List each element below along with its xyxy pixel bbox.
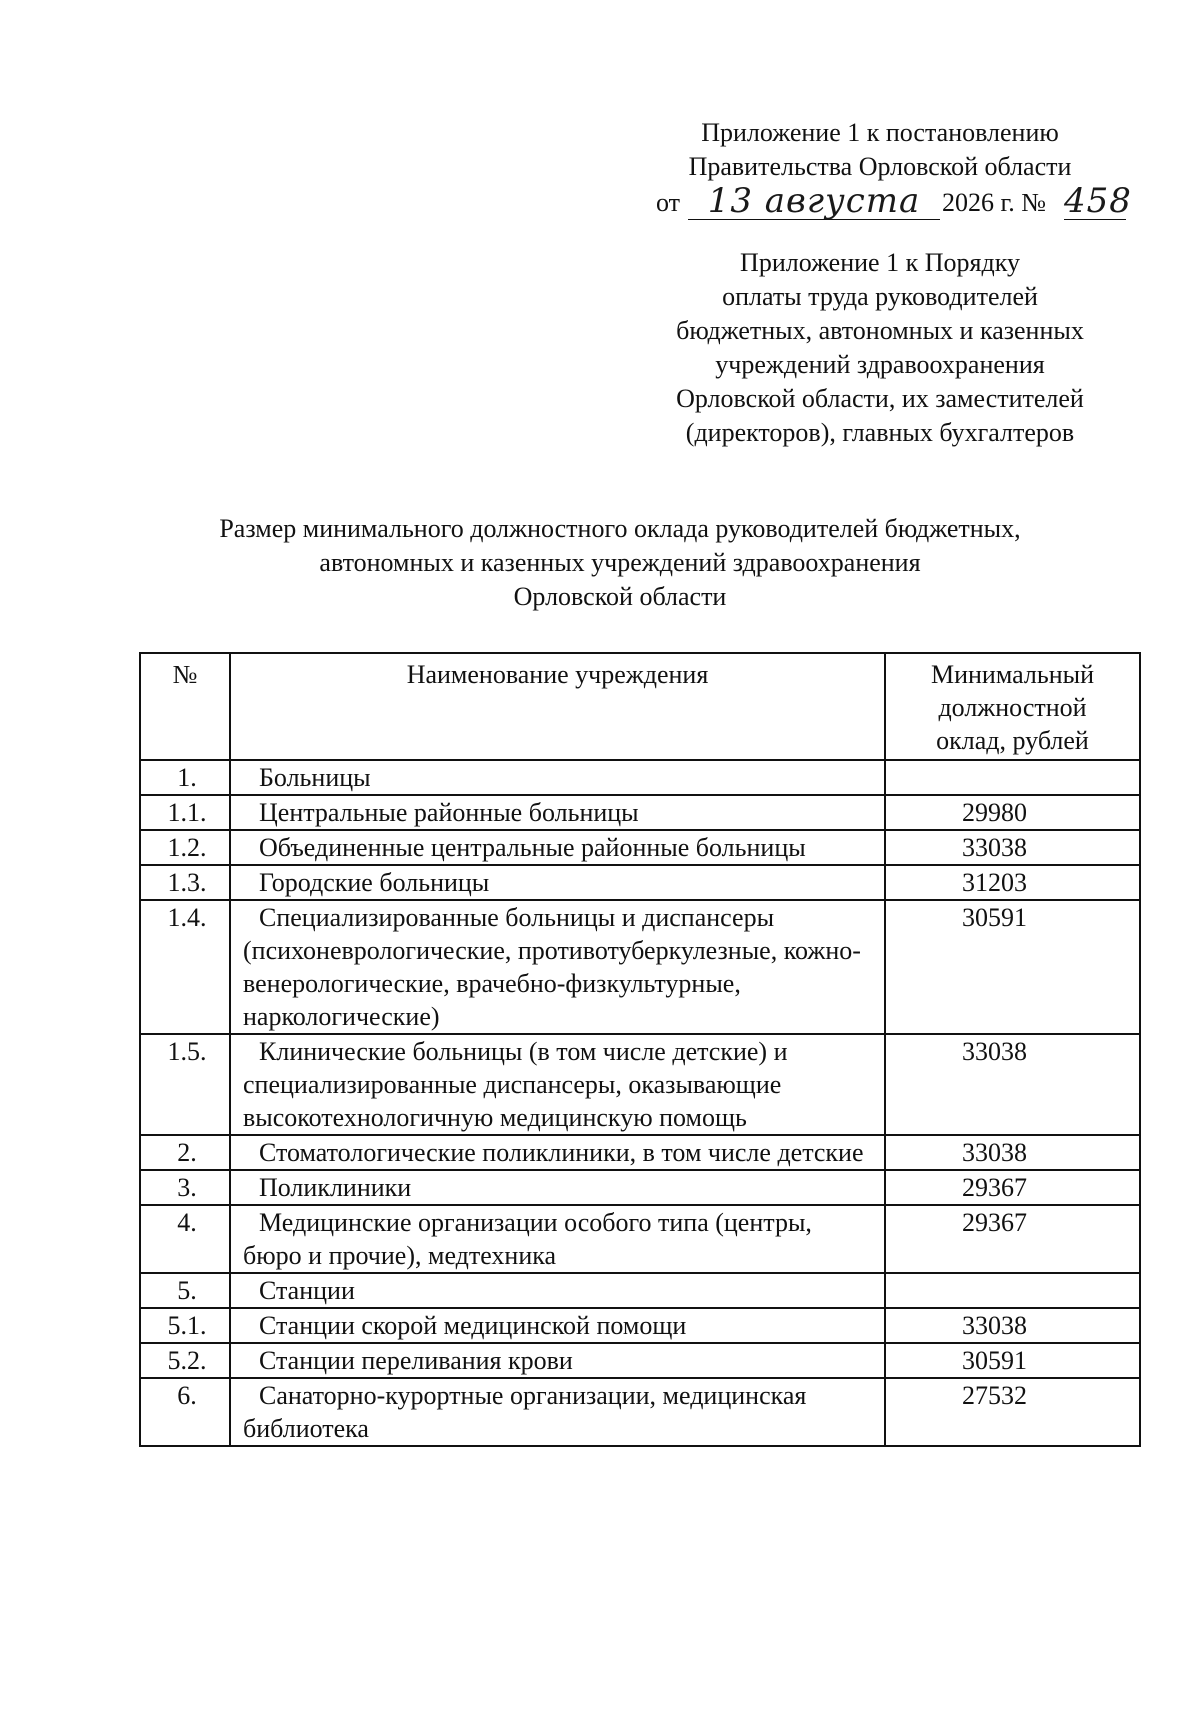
row-institution-name: Клинические больницы (в том числе детские) и специализированные диспансеры, оказывающие высокотехнологичную медицинскую помощь bbox=[230, 1034, 885, 1135]
row-institution-name: Станции переливания крови bbox=[230, 1343, 885, 1378]
appendix-order-line: (директоров), главных бухгалтеров bbox=[685, 418, 1075, 447]
row-number: 5.2. bbox=[140, 1343, 230, 1378]
row-number: 1.1. bbox=[140, 795, 230, 830]
table-row bbox=[140, 1170, 1140, 1205]
row-number: 2. bbox=[140, 1135, 230, 1170]
row-number: 6. bbox=[140, 1378, 230, 1446]
row-institution-name: Станции bbox=[230, 1273, 885, 1308]
row-min-salary: 27532 bbox=[885, 1378, 1140, 1446]
appendix-decree-line1: Приложение 1 к постановлению bbox=[701, 118, 1059, 147]
table-row bbox=[140, 900, 1140, 1034]
header-min-salary: Минимальный должностной оклад, рублей bbox=[885, 653, 1140, 760]
row-min-salary: 29980 bbox=[885, 795, 1140, 830]
table-row bbox=[140, 1378, 1140, 1446]
row-number: 1.3. bbox=[140, 865, 230, 900]
row-institution-name: Центральные районные больницы bbox=[230, 795, 885, 830]
row-min-salary: 33038 bbox=[885, 830, 1140, 865]
row-institution-name: Объединенные центральные районные больницы bbox=[230, 830, 885, 865]
table-body bbox=[140, 760, 1140, 1446]
row-number: 1. bbox=[140, 760, 230, 795]
table-row bbox=[140, 1135, 1140, 1170]
table-row bbox=[140, 1343, 1140, 1378]
header-institution-name: Наименование учреждения bbox=[230, 653, 885, 760]
row-min-salary: 33038 bbox=[885, 1135, 1140, 1170]
table-header-row bbox=[140, 653, 1140, 760]
row-institution-name: Станции скорой медицинской помощи bbox=[230, 1308, 885, 1343]
appendix-order-line: бюджетных, автономных и казенных bbox=[676, 316, 1084, 345]
row-number: 4. bbox=[140, 1205, 230, 1273]
decree-date-line bbox=[620, 181, 1140, 224]
salary-table bbox=[139, 652, 1141, 1447]
row-min-salary bbox=[885, 1273, 1140, 1308]
row-institution-name: Стоматологические поликлиники, в том числе детские bbox=[230, 1135, 885, 1170]
date-prefix: от bbox=[656, 188, 681, 217]
table-row bbox=[140, 865, 1140, 900]
table-row bbox=[140, 830, 1140, 865]
table-row bbox=[140, 1273, 1140, 1308]
row-number: 1.4. bbox=[140, 900, 230, 1034]
row-institution-name: Поликлиники bbox=[230, 1170, 885, 1205]
appendix-order-line: Приложение 1 к Порядку bbox=[740, 248, 1020, 277]
table-row bbox=[140, 1034, 1140, 1135]
row-institution-name: Специализированные больницы и диспансеры (психоневрологические, противотуберкулезные, кожно-венерологические, врачебно-физкультурные, наркологические) bbox=[230, 900, 885, 1034]
title-line: Размер минимального должностного оклада руководителей бюджетных, bbox=[219, 514, 1021, 543]
table-row bbox=[140, 795, 1140, 830]
appendix-order-line: оплаты труда руководителей bbox=[722, 282, 1038, 311]
title-line: автономных и казенных учреждений здравоохранения bbox=[319, 548, 921, 577]
header-number: № bbox=[140, 653, 230, 760]
row-institution-name: Санаторно-курортные организации, медицинская библиотека bbox=[230, 1378, 885, 1446]
table-row bbox=[140, 1308, 1140, 1343]
row-number: 5.1. bbox=[140, 1308, 230, 1343]
row-institution-name: Городские больницы bbox=[230, 865, 885, 900]
row-min-salary: 33038 bbox=[885, 1034, 1140, 1135]
row-min-salary: 30591 bbox=[885, 1343, 1140, 1378]
row-institution-name: Медицинские организации особого типа (центры, бюро и прочие), медтехника bbox=[230, 1205, 885, 1273]
row-number: 3. bbox=[140, 1170, 230, 1205]
appendix-decree-header bbox=[620, 116, 1140, 224]
row-institution-name: Больницы bbox=[230, 760, 885, 795]
row-min-salary bbox=[885, 760, 1140, 795]
appendix-order-header bbox=[620, 246, 1140, 450]
appendix-order-line: учреждений здравоохранения bbox=[715, 350, 1045, 379]
row-min-salary: 29367 bbox=[885, 1170, 1140, 1205]
date-year: 2026 г. № bbox=[942, 188, 1047, 217]
handwritten-date: 13 августа bbox=[688, 183, 940, 220]
table-row bbox=[140, 1205, 1140, 1273]
row-min-salary: 29367 bbox=[885, 1205, 1140, 1273]
row-min-salary: 33038 bbox=[885, 1308, 1140, 1343]
row-min-salary: 30591 bbox=[885, 900, 1140, 1034]
title-line: Орловской области bbox=[513, 582, 727, 611]
row-min-salary: 31203 bbox=[885, 865, 1140, 900]
document-title bbox=[120, 512, 1120, 614]
table-row bbox=[140, 760, 1140, 795]
appendix-decree-line2: Правительства Орловской области bbox=[688, 152, 1072, 181]
handwritten-number: 458 bbox=[1064, 181, 1132, 221]
row-number: 1.2. bbox=[140, 830, 230, 865]
row-number: 1.5. bbox=[140, 1034, 230, 1135]
appendix-order-line: Орловской области, их заместителей bbox=[676, 384, 1084, 413]
row-number: 5. bbox=[140, 1273, 230, 1308]
